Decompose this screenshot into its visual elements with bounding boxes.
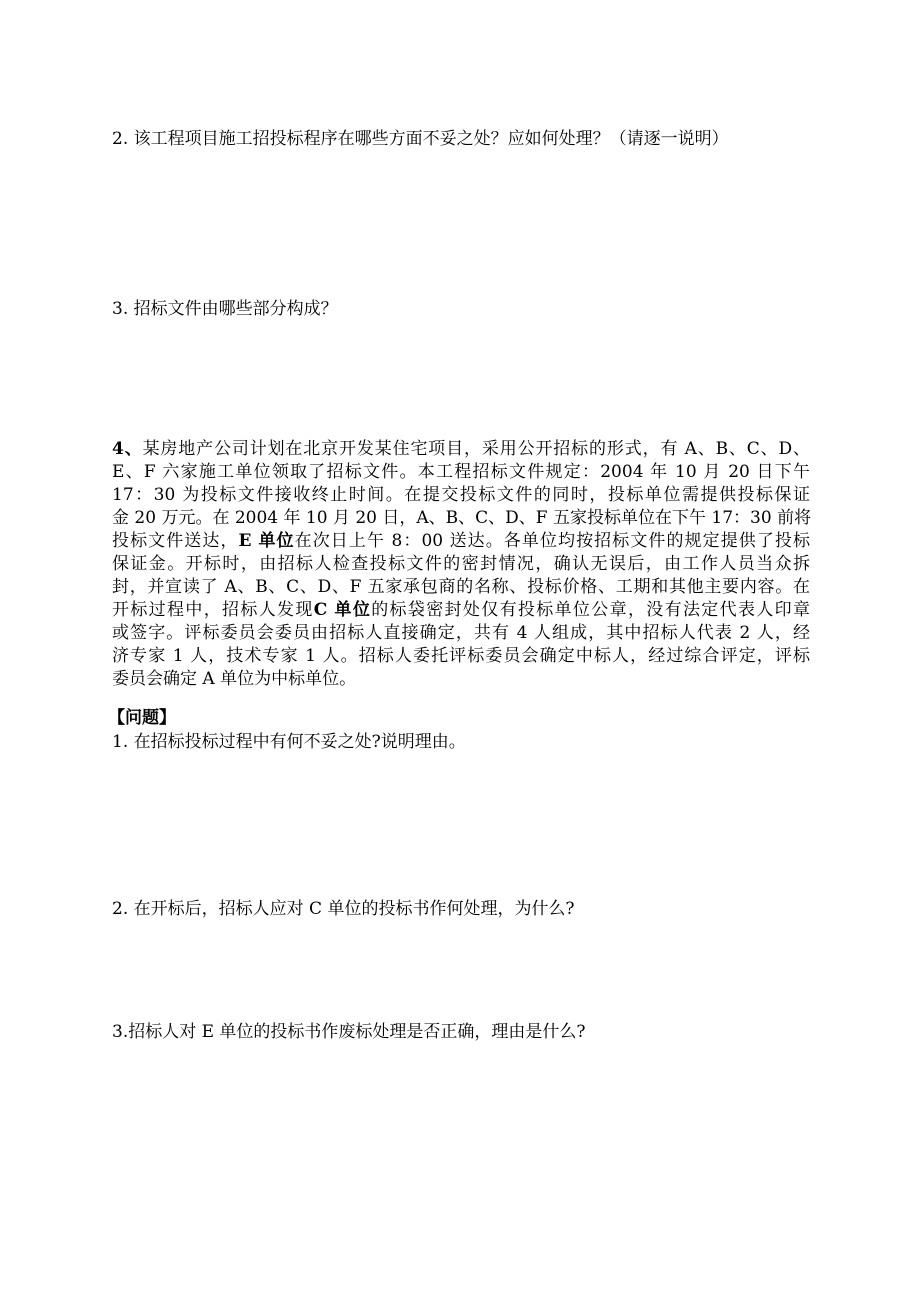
text-run: 17：30 为投标文件接收终止时间。在提交投标文件的同时，投标单位需提供投标保证 [112,485,810,505]
bold-text-run: 4 [112,439,124,459]
paragraph-line [112,668,810,691]
paragraph-line [112,484,810,507]
text-run: 开标过程中，招标人发现 [112,600,314,620]
text-run: 在次日上午 8：00 送达。各单位均按招标文件的规定提供了投标 [294,531,810,551]
text-run: 金 20 万元。在 2004 年 10 月 20 日，A、B、C、D、F 五家投标单位在下午 17：30 前将 [112,508,812,528]
paragraph-line [112,599,810,622]
paragraph-line [112,507,810,530]
text-run: 保证金。开标时，由招标人检查投标文件的密封情况，确认无误后，由工作人员当众拆 [112,554,810,574]
text-run: 的标袋密封处仅有投标单位公章，没有法定代表人印章 [371,600,811,620]
paragraph-line [112,553,810,576]
paragraph-line [112,576,810,599]
case-4-question-2: 2. 在开标后，招标人应对 C 单位的投标书作何处理，为什么? [112,899,575,919]
text-run: 委员会确定 A 单位为中标单位。 [112,669,357,689]
question-2-text: 2. 该工程项目施工招投标程序在哪些方面不妥之处？应如何处理？（请逐一说明） [112,129,729,149]
case-4-paragraph [112,438,810,691]
text-run: 投标文件送达， [112,531,239,551]
bold-text-run: C 单位 [313,600,372,620]
paragraph-line [112,461,810,484]
paragraph-line [112,438,810,461]
text-run: 某房地产公司计划在北京开发某住宅项目，采用公开招标的形式，有 A、B、C、D、 [142,439,810,459]
text-run: 济专家 1 人，技术专家 1 人。招标人委托评标委员会确定中标人，经过综合评定，评标 [112,646,810,666]
paragraph-line [112,645,810,668]
text-run: E、F 六家施工单位领取了招标文件。本工程招标文件规定：2004 年 10 月 20 日下午 [112,462,810,482]
case-4-question-1: 1. 在招标投标过程中有何不妥之处?说明理由。 [112,732,466,752]
paragraph-line [112,530,810,553]
case-4-question-3: 3.招标人对 E 单位的投标书作废标处理是否正确，理由是什么? [112,1022,586,1042]
text-run: 封，并宣读了 A、B、C、D、F 五家承包商的名称、投标价格、工期和其他主要内容。在 [112,577,810,597]
bold-text-run: E 单位 [238,531,295,551]
bold-text-run: 、 [123,439,143,459]
question-3-text: 3. 招标文件由哪些部分构成？ [112,299,338,319]
paragraph-line [112,622,810,645]
text-run: 或签字。评标委员会委员由招标人直接确定，共有 4 人组成，其中招标人代表 2 人，经 [112,623,810,643]
questions-heading: 【问题】 [108,708,176,728]
